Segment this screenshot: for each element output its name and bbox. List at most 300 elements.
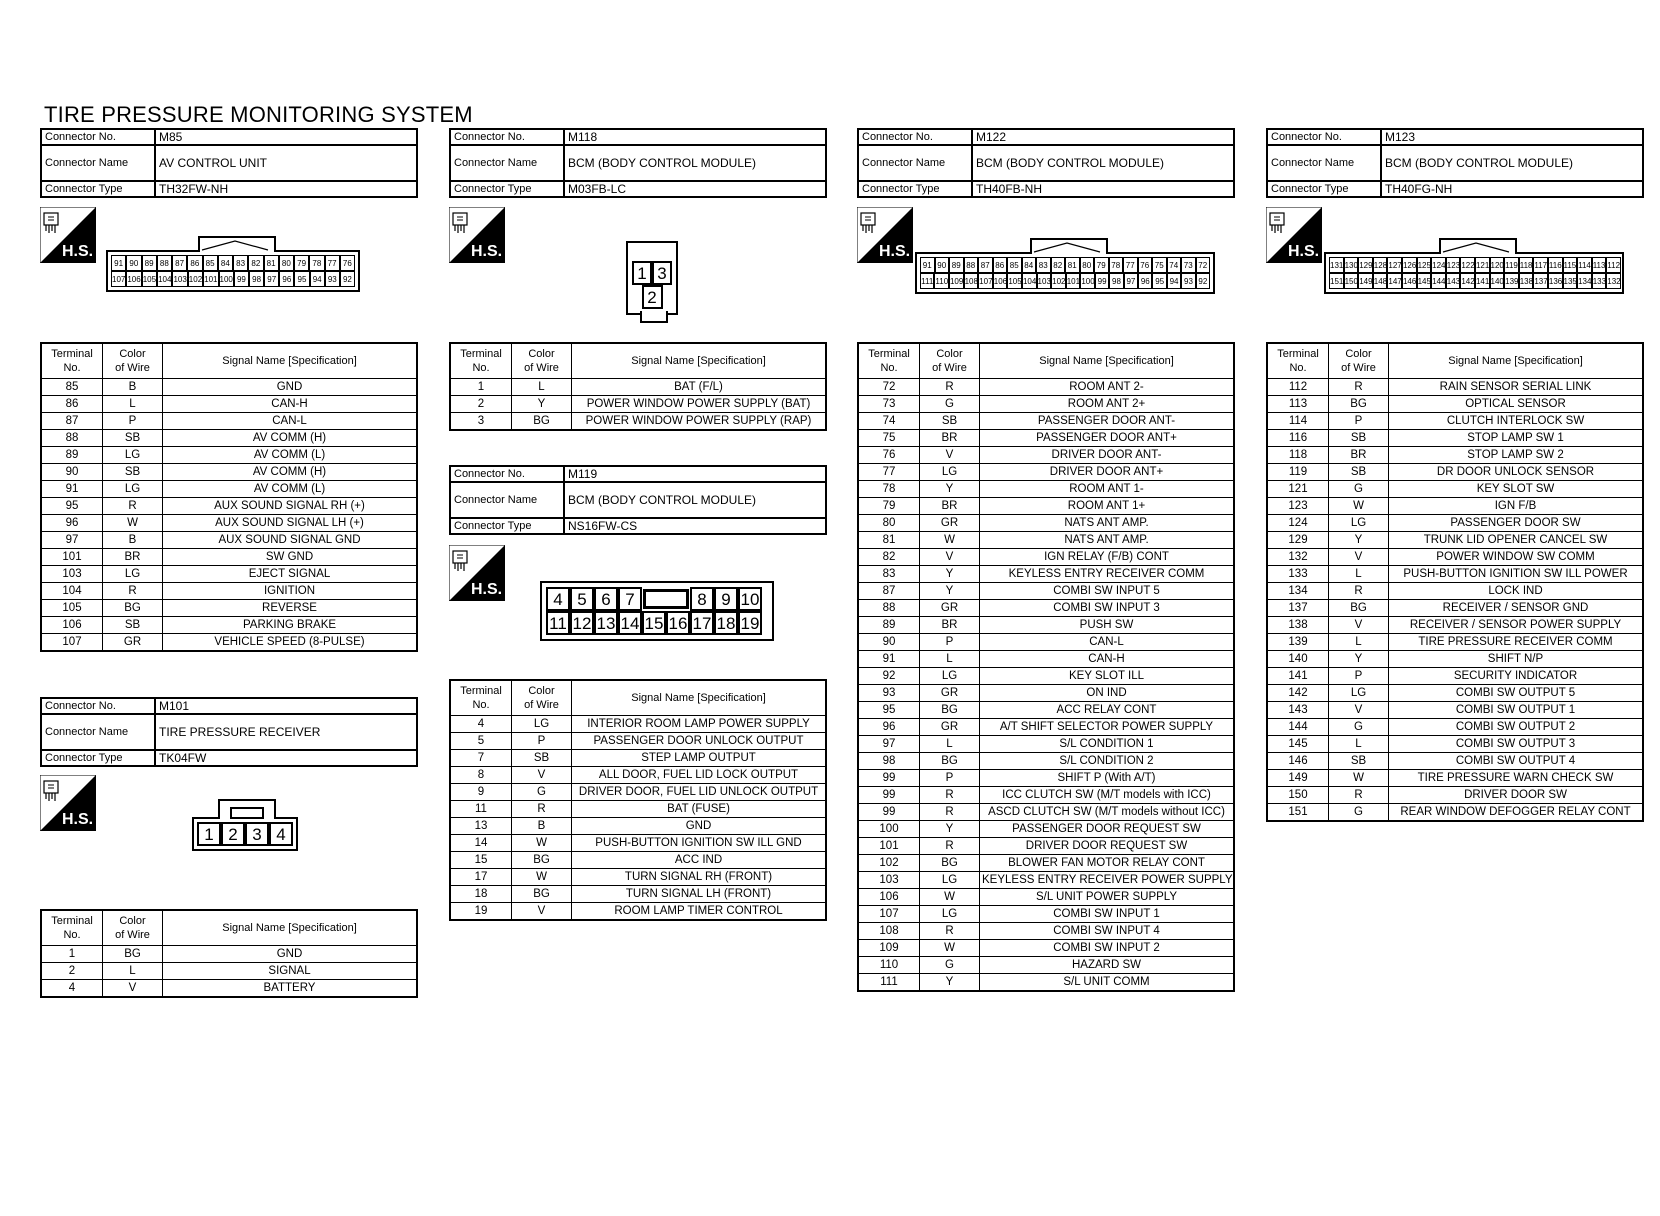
- hs-icon: [1266, 207, 1322, 263]
- wire-color-cell: BG: [512, 886, 572, 903]
- wire-color-cell: BG: [920, 702, 980, 719]
- table-row: [1267, 685, 1643, 702]
- connector-name-value: TIRE PRESSURE RECEIVER: [155, 714, 417, 750]
- table-row: [41, 447, 417, 464]
- wire-color-cell: W: [920, 940, 980, 957]
- pin: 84: [218, 255, 233, 271]
- table-row: [1267, 617, 1643, 634]
- connector-type-value: TH40FB-NH: [972, 181, 1234, 197]
- svg-text:H.S.: H.S.: [1288, 243, 1320, 260]
- wire-color-cell: BR: [920, 498, 980, 515]
- terminal-cell: 123: [1267, 498, 1329, 515]
- signal-cell: BAT (FUSE): [572, 801, 827, 818]
- color-header: Color of Wire: [103, 910, 163, 946]
- signal-cell: COMBI SW INPUT 3: [980, 600, 1235, 617]
- pin: 19: [738, 611, 762, 635]
- wire-color-cell: G: [512, 784, 572, 801]
- terminal-cell: 4: [41, 980, 103, 998]
- wire-color-cell: R: [103, 498, 163, 515]
- connector-no-value: M119: [564, 466, 826, 482]
- pin: 97: [264, 271, 279, 287]
- svg-text:H.S.: H.S.: [471, 581, 503, 598]
- terminal-cell: 151: [1267, 804, 1329, 822]
- signal-cell: REAR WINDOW DEFOGGER RELAY CONT: [1389, 804, 1644, 822]
- wire-color-cell: R: [920, 379, 980, 396]
- pin: 10: [738, 587, 762, 611]
- wire-color-cell: GR: [920, 685, 980, 702]
- terminal-cell: 9: [450, 784, 512, 801]
- terminal-cell: 124: [1267, 515, 1329, 532]
- color-header: Color of Wire: [920, 343, 980, 379]
- signal-cell: PUSH-BUTTON IGNITION SW ILL POWER: [1389, 566, 1644, 583]
- signal-table: [449, 679, 827, 921]
- table-row: [858, 600, 1234, 617]
- wire-color-cell: GR: [920, 515, 980, 532]
- wire-color-cell: BG: [1329, 600, 1389, 617]
- wire-color-cell: L: [103, 396, 163, 413]
- table-row: [1267, 668, 1643, 685]
- table-row: [41, 515, 417, 532]
- connector-m123: [1266, 128, 1644, 198]
- table-row: [858, 957, 1234, 974]
- signal-cell: AV COMM (L): [163, 481, 418, 498]
- pin: 102: [188, 271, 203, 287]
- connector-m85: [40, 128, 418, 198]
- signal-cell: COMBI SW OUTPUT 3: [1389, 736, 1644, 753]
- terminal-cell: 17: [450, 869, 512, 886]
- table-row: [450, 784, 826, 801]
- wire-color-cell: LG: [1329, 685, 1389, 702]
- signal-cell: BATTERY: [163, 980, 418, 998]
- pin: 90: [126, 255, 141, 271]
- wire-color-cell: B: [512, 818, 572, 835]
- pin: 100: [1080, 273, 1095, 289]
- table-row: [1267, 549, 1643, 566]
- table-row: [858, 379, 1234, 396]
- table-row: [1267, 770, 1643, 787]
- wire-color-cell: SB: [1329, 464, 1389, 481]
- terminal-header: Terminal No.: [450, 680, 512, 716]
- connector-header: [40, 128, 418, 198]
- terminal-header: Terminal No.: [41, 343, 103, 379]
- pin: 79: [294, 255, 309, 271]
- pin: 115: [1563, 257, 1578, 273]
- table-row: [450, 852, 826, 869]
- pin: 12: [570, 611, 594, 635]
- terminal-cell: 1: [450, 379, 512, 396]
- signal-cell: BLOWER FAN MOTOR RELAY CONT: [980, 855, 1235, 872]
- pin: 107: [978, 273, 993, 289]
- pin: 138: [1519, 273, 1534, 289]
- pin: 104: [1022, 273, 1037, 289]
- table-row: [450, 750, 826, 767]
- wire-color-cell: SB: [103, 617, 163, 634]
- pin: 83: [1036, 257, 1051, 273]
- wire-color-cell: Y: [512, 396, 572, 413]
- table-row: [1267, 498, 1643, 515]
- pin: 102: [1051, 273, 1066, 289]
- pin: 119: [1504, 257, 1519, 273]
- pin: 100: [219, 271, 234, 287]
- table-row: [858, 787, 1234, 804]
- wire-color-cell: P: [512, 733, 572, 750]
- table-row: [858, 515, 1234, 532]
- signal-cell: ROOM ANT 2+: [980, 396, 1235, 413]
- signal-cell: INTERIOR ROOM LAMP POWER SUPPLY: [572, 716, 827, 733]
- connector-m122: [857, 128, 1235, 198]
- terminal-cell: 2: [41, 963, 103, 980]
- hs-icon: [857, 207, 913, 263]
- table-row: [450, 733, 826, 750]
- signal-cell: AV COMM (H): [163, 464, 418, 481]
- pin: 85: [203, 255, 218, 271]
- signal-header: Signal Name [Specification]: [572, 680, 827, 716]
- signal-cell: CAN-H: [980, 651, 1235, 668]
- pin: 106: [126, 271, 141, 287]
- signal-cell: AUX SOUND SIGNAL GND: [163, 532, 418, 549]
- table-row: [1267, 702, 1643, 719]
- signal-cell: SHIFT N/P: [1389, 651, 1644, 668]
- table-row: [858, 719, 1234, 736]
- signal-cell: CAN-L: [163, 413, 418, 430]
- signal-cell: GND: [163, 946, 418, 963]
- table-row: [858, 940, 1234, 957]
- connector-m118: [449, 128, 827, 198]
- wire-color-cell: GR: [920, 719, 980, 736]
- terminal-cell: 118: [1267, 447, 1329, 464]
- pin: 98: [249, 271, 264, 287]
- terminal-cell: 79: [858, 498, 920, 515]
- signal-table-m85: [40, 342, 418, 652]
- wire-color-cell: P: [1329, 668, 1389, 685]
- table-row: [41, 379, 417, 396]
- table-row: [1267, 719, 1643, 736]
- connector-no-value: M85: [155, 129, 417, 145]
- table-row: [41, 498, 417, 515]
- connector-face-m85: [106, 250, 360, 292]
- terminal-cell: 100: [858, 821, 920, 838]
- pin: 1: [197, 822, 221, 846]
- connector-no-value: M123: [1381, 129, 1643, 145]
- table-row: [858, 413, 1234, 430]
- pin: 88: [964, 257, 979, 273]
- table-row: [450, 869, 826, 886]
- table-row: [41, 413, 417, 430]
- terminal-cell: 98: [858, 753, 920, 770]
- signal-cell: KEYLESS ENTRY RECEIVER COMM: [980, 566, 1235, 583]
- wire-color-cell: Y: [920, 974, 980, 992]
- pin: 108: [964, 273, 979, 289]
- connector-header: [40, 697, 418, 767]
- wire-color-cell: W: [920, 889, 980, 906]
- pin: 5: [570, 587, 594, 611]
- wire-color-cell: Y: [920, 583, 980, 600]
- terminal-cell: 90: [41, 464, 103, 481]
- wire-color-cell: SB: [920, 413, 980, 430]
- wire-color-cell: V: [920, 549, 980, 566]
- table-row: [1267, 396, 1643, 413]
- pin: 135: [1563, 273, 1578, 289]
- wire-color-cell: BG: [103, 600, 163, 617]
- pin: 103: [172, 271, 187, 287]
- pin: 118: [1519, 257, 1534, 273]
- terminal-header: Terminal No.: [858, 343, 920, 379]
- table-row: [858, 872, 1234, 889]
- signal-cell: KEYLESS ENTRY RECEIVER POWER SUPPLY: [980, 872, 1235, 889]
- terminal-cell: 103: [41, 566, 103, 583]
- wire-color-cell: G: [1329, 719, 1389, 736]
- terminal-cell: 143: [1267, 702, 1329, 719]
- terminal-cell: 72: [858, 379, 920, 396]
- terminal-cell: 75: [858, 430, 920, 447]
- wire-color-cell: Y: [920, 821, 980, 838]
- table-row: [858, 498, 1234, 515]
- pin: 95: [1152, 273, 1166, 289]
- pin: 92: [1196, 273, 1210, 289]
- wire-color-cell: P: [920, 634, 980, 651]
- terminal-cell: 104: [41, 583, 103, 600]
- pin: 110: [934, 273, 949, 289]
- signal-table-m118: [449, 342, 827, 431]
- wire-color-cell: Y: [920, 481, 980, 498]
- table-row: [1267, 413, 1643, 430]
- pin: 150: [1344, 273, 1359, 289]
- pin: 8: [690, 587, 714, 611]
- wire-color-cell: G: [1329, 804, 1389, 822]
- wire-color-cell: W: [920, 532, 980, 549]
- table-row: [1267, 736, 1643, 753]
- connector-name-value: BCM (BODY CONTROL MODULE): [564, 145, 826, 181]
- terminal-cell: 97: [41, 532, 103, 549]
- pin: 104: [157, 271, 172, 287]
- pin: 134: [1577, 273, 1592, 289]
- wire-color-cell: BG: [103, 946, 163, 963]
- table-row: [1267, 583, 1643, 600]
- connector-no-value: M122: [972, 129, 1234, 145]
- pin: 126: [1402, 257, 1417, 273]
- table-row: [450, 767, 826, 784]
- table-row: [858, 566, 1234, 583]
- terminal-cell: 138: [1267, 617, 1329, 634]
- terminal-cell: 116: [1267, 430, 1329, 447]
- terminal-cell: 18: [450, 886, 512, 903]
- wire-color-cell: P: [1329, 413, 1389, 430]
- pin: 96: [279, 271, 294, 287]
- pin: 143: [1446, 273, 1461, 289]
- table-row: [858, 736, 1234, 753]
- wire-color-cell: GR: [920, 600, 980, 617]
- table-row: [858, 821, 1234, 838]
- signal-cell: POWER WINDOW SW COMM: [1389, 549, 1644, 566]
- pin: 94: [1167, 273, 1181, 289]
- connector-name-label: Connector Name: [858, 145, 972, 181]
- table-row: [858, 702, 1234, 719]
- table-row: [41, 583, 417, 600]
- table-row: [858, 634, 1234, 651]
- connector-header: [449, 128, 827, 198]
- terminal-header: Terminal No.: [41, 910, 103, 946]
- pin: 149: [1358, 273, 1373, 289]
- terminal-cell: 15: [450, 852, 512, 869]
- signal-cell: ACC IND: [572, 852, 827, 869]
- table-row: [1267, 787, 1643, 804]
- wire-color-cell: R: [1329, 583, 1389, 600]
- wire-color-cell: SB: [512, 750, 572, 767]
- pin: 146: [1402, 273, 1417, 289]
- terminal-cell: 121: [1267, 481, 1329, 498]
- signal-table: [40, 909, 418, 998]
- pin: 77: [325, 255, 340, 271]
- pin: 96: [1138, 273, 1152, 289]
- terminal-cell: 96: [858, 719, 920, 736]
- pin: 105: [1007, 273, 1022, 289]
- table-row: [41, 464, 417, 481]
- table-row: [1267, 515, 1643, 532]
- pin: 145: [1417, 273, 1432, 289]
- signal-cell: COMBI SW INPUT 1: [980, 906, 1235, 923]
- pin: 74: [1167, 257, 1182, 273]
- wire-color-cell: LG: [920, 872, 980, 889]
- signal-cell: NATS ANT AMP.: [980, 532, 1235, 549]
- table-row: [450, 413, 826, 431]
- wire-color-cell: BR: [103, 549, 163, 566]
- signal-cell: TURN SIGNAL RH (FRONT): [572, 869, 827, 886]
- terminal-cell: 110: [858, 957, 920, 974]
- pin: 80: [1080, 257, 1095, 273]
- table-row: [41, 549, 417, 566]
- connector-face-m119: [540, 581, 774, 641]
- connector-header: [857, 128, 1235, 198]
- signal-cell: PUSH SW: [980, 617, 1235, 634]
- connector-name-value: BCM (BODY CONTROL MODULE): [972, 145, 1234, 181]
- connector-no-value: M118: [564, 129, 826, 145]
- signal-cell: KEY SLOT SW: [1389, 481, 1644, 498]
- wire-color-cell: L: [103, 963, 163, 980]
- wire-color-cell: R: [920, 787, 980, 804]
- table-row: [41, 600, 417, 617]
- wire-color-cell: SB: [103, 430, 163, 447]
- connector-face-m101: [192, 817, 298, 851]
- signal-cell: SHIFT P (With A/T): [980, 770, 1235, 787]
- wire-color-cell: W: [512, 869, 572, 886]
- pin: 95: [294, 271, 309, 287]
- terminal-cell: 129: [1267, 532, 1329, 549]
- pin: 76: [340, 255, 355, 271]
- hs-icon: [40, 775, 96, 831]
- signal-cell: HAZARD SW: [980, 957, 1235, 974]
- terminal-header: Terminal No.: [450, 343, 512, 379]
- pin: 101: [1066, 273, 1081, 289]
- wire-color-cell: GR: [103, 634, 163, 652]
- terminal-cell: 77: [858, 464, 920, 481]
- table-row: [858, 889, 1234, 906]
- wire-color-cell: W: [512, 835, 572, 852]
- wire-color-cell: G: [920, 396, 980, 413]
- table-row: [858, 396, 1234, 413]
- signal-cell: ACC RELAY CONT: [980, 702, 1235, 719]
- signal-cell: ASCD CLUTCH SW (M/T models without ICC): [980, 804, 1235, 821]
- signal-cell: KEY SLOT ILL: [980, 668, 1235, 685]
- signal-cell: AV COMM (L): [163, 447, 418, 464]
- signal-table: [1266, 342, 1644, 822]
- connector-type-label: Connector Type: [858, 181, 972, 197]
- pin: 130: [1344, 257, 1359, 273]
- table-row: [1267, 464, 1643, 481]
- table-row: [41, 396, 417, 413]
- wire-color-cell: V: [920, 447, 980, 464]
- pin: 129: [1358, 257, 1373, 273]
- connector-no-label: Connector No.: [41, 129, 155, 145]
- signal-table-m119: [449, 679, 827, 921]
- wire-color-cell: BR: [1329, 447, 1389, 464]
- terminal-cell: 81: [858, 532, 920, 549]
- connector-face-m118: [626, 241, 678, 315]
- terminal-cell: 95: [858, 702, 920, 719]
- terminal-cell: 137: [1267, 600, 1329, 617]
- signal-cell: SECURITY INDICATOR: [1389, 668, 1644, 685]
- pin: 2: [221, 822, 245, 846]
- signal-table: [857, 342, 1235, 992]
- signal-cell: AUX SOUND SIGNAL RH (+): [163, 498, 418, 515]
- wire-color-cell: W: [1329, 498, 1389, 515]
- wire-color-cell: V: [512, 767, 572, 784]
- pin: 4: [269, 822, 293, 846]
- svg-text:H.S.: H.S.: [62, 243, 94, 260]
- table-row: [858, 532, 1234, 549]
- signal-cell: ROOM ANT 2-: [980, 379, 1235, 396]
- table-row: [41, 481, 417, 498]
- wire-color-cell: W: [1329, 770, 1389, 787]
- terminal-cell: 139: [1267, 634, 1329, 651]
- connector-type-value: TH32FW-NH: [155, 181, 417, 197]
- pin: 136: [1548, 273, 1563, 289]
- signal-cell: LOCK IND: [1389, 583, 1644, 600]
- signal-table-m122: [857, 342, 1235, 992]
- connector-no-label: Connector No.: [450, 466, 564, 482]
- terminal-cell: 111: [858, 974, 920, 992]
- table-row: [858, 464, 1234, 481]
- pin: 107: [111, 271, 126, 287]
- signal-cell: ALL DOOR, FUEL LID LOCK OUTPUT: [572, 767, 827, 784]
- signal-cell: SIGNAL: [163, 963, 418, 980]
- signal-cell: PASSENGER DOOR UNLOCK OUTPUT: [572, 733, 827, 750]
- table-row: [41, 617, 417, 634]
- table-row: [450, 716, 826, 733]
- signal-cell: POWER WINDOW POWER SUPPLY (RAP): [572, 413, 827, 431]
- pin: 99: [1095, 273, 1109, 289]
- wire-color-cell: BG: [512, 852, 572, 869]
- signal-cell: RAIN SENSOR SERIAL LINK: [1389, 379, 1644, 396]
- signal-header: Signal Name [Specification]: [163, 910, 418, 946]
- wire-color-cell: BR: [920, 430, 980, 447]
- wire-color-cell: SB: [1329, 430, 1389, 447]
- pin: 77: [1123, 257, 1138, 273]
- pin: 147: [1387, 273, 1402, 289]
- signal-cell: SW GND: [163, 549, 418, 566]
- terminal-cell: 89: [858, 617, 920, 634]
- terminal-cell: 1: [41, 946, 103, 963]
- pin: 18: [714, 611, 738, 635]
- table-row: [858, 838, 1234, 855]
- pin: 92: [340, 271, 355, 287]
- wire-color-cell: L: [1329, 736, 1389, 753]
- pin: 109: [949, 273, 964, 289]
- pin: 103: [1037, 273, 1052, 289]
- connector-face-m123: [1324, 252, 1624, 294]
- connector-name-value: BCM (BODY CONTROL MODULE): [1381, 145, 1643, 181]
- color-header: Color of Wire: [103, 343, 163, 379]
- signal-cell: BAT (F/L): [572, 379, 827, 396]
